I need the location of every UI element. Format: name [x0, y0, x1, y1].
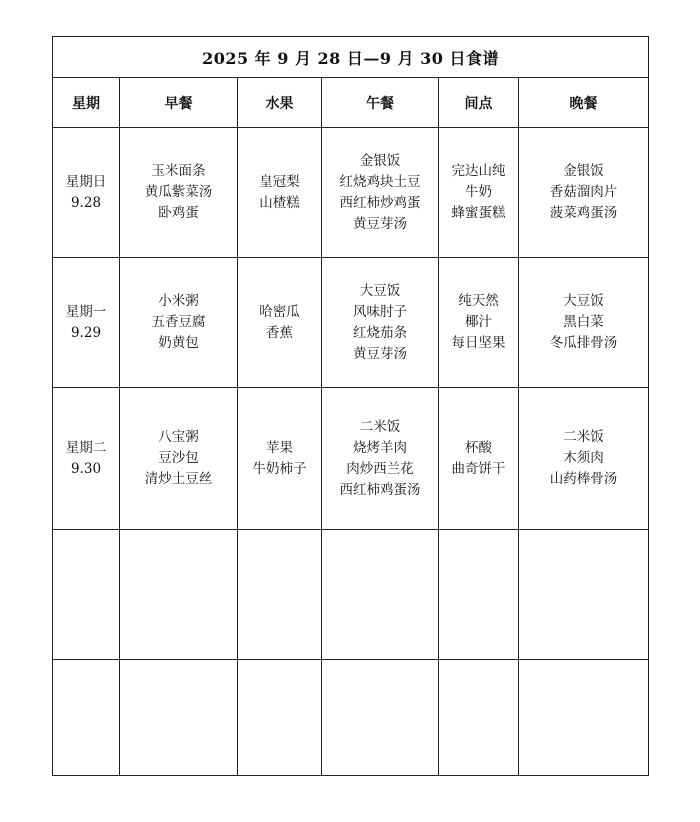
dinner-item: 二米饭	[563, 429, 604, 445]
fruit-cell	[238, 128, 322, 258]
weekday-label: 星期二	[65, 439, 107, 456]
fruit-item: 皇冠梨	[259, 173, 300, 190]
dinner-item: 木须肉	[563, 450, 604, 466]
dinner-cell	[519, 388, 649, 530]
snack-item: 曲奇饼干	[451, 460, 506, 477]
lunch-item: 黄豆芽汤	[353, 215, 407, 232]
fruit-item: 山楂糕	[259, 194, 300, 211]
snack-item: 椰汁	[465, 314, 492, 330]
empty-row	[53, 530, 649, 660]
lunch-cell	[322, 388, 439, 530]
lunch-item: 黄豆芽汤	[353, 345, 407, 362]
dinner-item: 黑白菜	[563, 314, 604, 330]
empty-cell	[120, 660, 238, 776]
lunch-item: 西红柿鸡蛋汤	[339, 481, 421, 498]
lunch-item: 红烧鸡块土豆	[339, 173, 421, 190]
snack-cell	[439, 128, 519, 258]
fruit-item: 牛奶柿子	[252, 460, 307, 477]
date-label: 9.29	[70, 324, 102, 341]
snack-item: 蜂蜜蛋糕	[451, 205, 506, 221]
snack-cell	[439, 258, 519, 388]
lunch-item: 肉炒西兰花	[346, 460, 414, 477]
empty-cell	[53, 530, 120, 660]
weekday-cell	[53, 388, 120, 530]
lunch-cell	[322, 128, 439, 258]
empty-cell	[322, 530, 439, 660]
empty-cell	[519, 660, 649, 776]
day-row-monday	[53, 258, 649, 388]
lunch-item: 二米饭	[359, 418, 401, 435]
snack-item: 纯天然	[458, 293, 499, 309]
dinner-cell	[519, 128, 649, 258]
breakfast-cell	[120, 128, 238, 258]
date-label: 9.30	[70, 460, 102, 477]
fruit-item: 香蕉	[266, 324, 293, 341]
snack-item: 杯酸	[465, 439, 492, 456]
weekday-label: 星期日	[65, 173, 107, 190]
header-breakfast: 早餐	[120, 78, 238, 128]
date-label: 9.28	[70, 194, 102, 211]
dinner-item: 菠菜鸡蛋汤	[549, 205, 618, 221]
menu-title: 2025 年 9 月 28 日—9 月 30 日食谱	[53, 37, 649, 78]
day-row-sunday	[53, 128, 649, 258]
empty-cell	[322, 660, 439, 776]
header-row	[53, 78, 649, 128]
snack-item: 完达山纯	[451, 163, 506, 179]
empty-cell	[120, 530, 238, 660]
header-weekday: 星期	[53, 78, 120, 128]
empty-cell	[519, 530, 649, 660]
breakfast-item: 五香豆腐	[151, 314, 206, 330]
fruit-cell	[238, 388, 322, 530]
lunch-item: 西红柿炒鸡蛋	[339, 194, 421, 211]
breakfast-item: 清炒土豆丝	[144, 471, 213, 487]
dinner-item: 大豆饭	[563, 293, 604, 309]
empty-cell	[53, 660, 120, 776]
day-row-tuesday	[53, 388, 649, 530]
fruit-cell	[238, 258, 322, 388]
empty-cell	[439, 530, 519, 660]
dinner-cell	[519, 258, 649, 388]
empty-cell	[238, 530, 322, 660]
weekday-label: 星期一	[65, 303, 107, 320]
lunch-cell	[322, 258, 439, 388]
dinner-item: 香菇溜肉片	[549, 184, 618, 200]
empty-cell	[439, 660, 519, 776]
header-fruit: 水果	[238, 78, 322, 128]
snack-item: 每日坚果	[451, 335, 506, 351]
breakfast-item: 卧鸡蛋	[158, 205, 199, 221]
header-snack: 间点	[439, 78, 519, 128]
breakfast-item: 八宝粥	[158, 429, 199, 445]
breakfast-cell	[120, 258, 238, 388]
lunch-item: 金银饭	[359, 152, 401, 169]
weekday-cell	[53, 258, 120, 388]
header-lunch: 午餐	[322, 78, 439, 128]
breakfast-cell	[120, 388, 238, 530]
breakfast-item: 玉米面条	[151, 163, 206, 179]
lunch-item: 红烧茄条	[353, 324, 407, 341]
header-dinner: 晚餐	[519, 78, 649, 128]
dinner-item: 山药棒骨汤	[549, 471, 618, 487]
fruit-item: 哈密瓜	[259, 303, 300, 320]
empty-row	[53, 660, 649, 776]
dinner-item: 金银饭	[563, 163, 604, 179]
breakfast-item: 小米粥	[158, 293, 199, 309]
breakfast-item: 豆沙包	[158, 450, 199, 466]
lunch-item: 烧烤羊肉	[353, 439, 407, 456]
snack-item: 牛奶	[465, 184, 492, 200]
lunch-item: 风味肘子	[353, 303, 407, 320]
dinner-item: 冬瓜排骨汤	[549, 335, 618, 351]
lunch-item: 大豆饭	[359, 282, 401, 299]
fruit-item: 苹果	[266, 439, 293, 456]
breakfast-item: 奶黄包	[158, 335, 199, 351]
menu-table	[52, 36, 649, 776]
empty-cell	[238, 660, 322, 776]
breakfast-item: 黄瓜紫菜汤	[144, 184, 213, 200]
weekday-cell	[53, 128, 120, 258]
snack-cell	[439, 388, 519, 530]
